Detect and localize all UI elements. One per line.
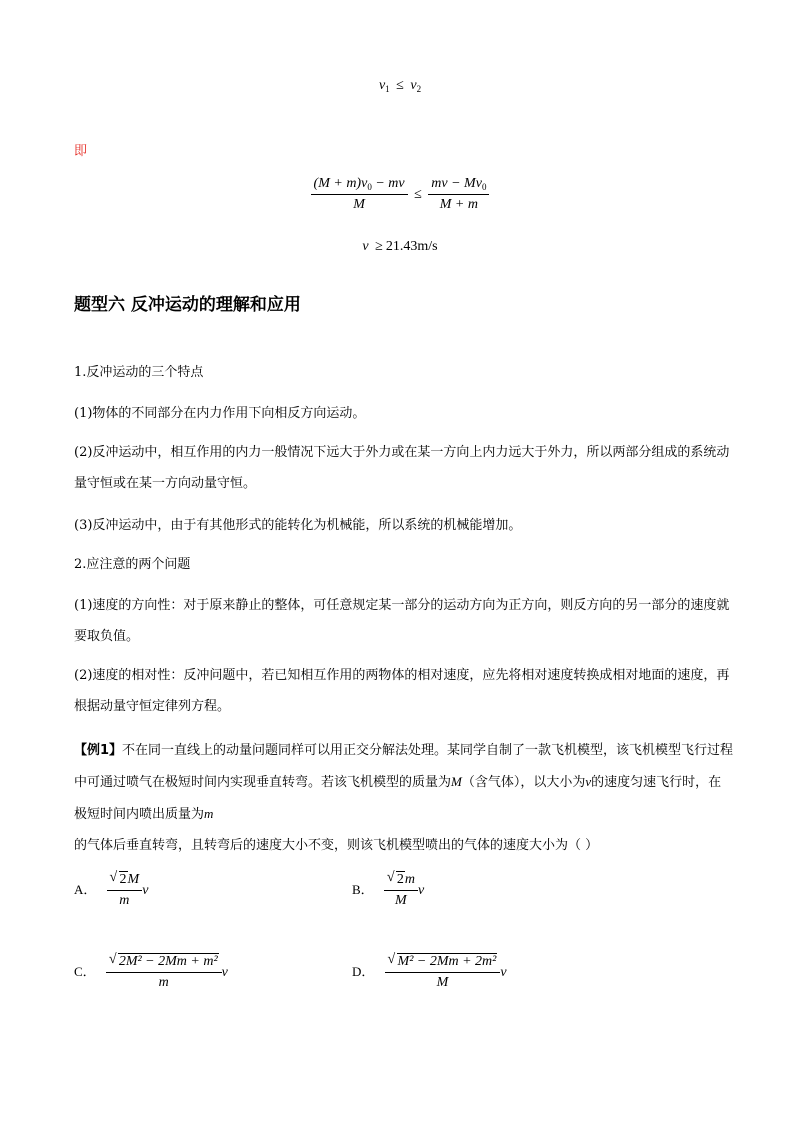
equation-v1-le-v2: [0, 78, 800, 94]
left-den: M: [353, 197, 365, 212]
option-a-tail: v: [142, 883, 149, 898]
eq1-rhs-sub: 2: [416, 84, 422, 95]
option-d-fraction: √ M² − 2Mm + 2m² M: [385, 954, 501, 991]
right-fraction: [428, 176, 489, 213]
option-c-den: m: [158, 975, 169, 990]
example-tag: 【例1】: [74, 743, 123, 758]
option-b-num-tail: m: [404, 872, 415, 887]
option-b-coef: 2: [396, 872, 404, 887]
left-fraction: [311, 176, 408, 213]
paragraph-1: 1.反冲运动的三个特点: [74, 365, 204, 380]
paragraph-2: (1)物体的不同部分在内力作用下向相反方向运动。: [74, 406, 366, 421]
eq3-rel: ≥: [375, 239, 383, 254]
eq3-value: 21.43m/s: [385, 239, 438, 255]
eq1-rhs: v: [410, 78, 417, 94]
right-num-sub: 0: [481, 182, 487, 192]
right-den: M + m: [439, 197, 478, 212]
left-num-a: (M + m)v: [313, 176, 368, 191]
option-a-label: A．: [74, 882, 97, 897]
option-a-num-tail: M: [127, 872, 140, 887]
option-c[interactable]: [74, 954, 228, 991]
right-num-a: mv − Mv: [431, 176, 482, 191]
section-heading: 题型六 反冲运动的理解和应用: [74, 295, 301, 315]
paragraph-3: (2)反冲运动中，相互作用的内力一般情况下远大于外力或在某一方向上内力远大于外力，所以两部分组成的系统动量守恒或在某一方向动量守恒。: [74, 445, 730, 491]
example-text-3: 的速度匀速飞行时，在极短时间内喷出质量为: [74, 775, 722, 822]
example-var-v: v: [585, 774, 592, 789]
option-d-radicand: M² − 2Mm + 2m²: [397, 954, 497, 969]
left-num-sub: 0: [367, 182, 372, 192]
option-b[interactable]: [352, 872, 424, 909]
option-a[interactable]: [74, 872, 148, 909]
eq2-rel: ≤: [414, 186, 422, 202]
example-text-4: 的气体后垂直转弯，且转弯后的速度大小不变，则该飞机模型喷出的气体的速度大小为（ ）: [74, 838, 599, 853]
example-1: [74, 735, 734, 861]
option-c-label: C．: [74, 964, 96, 979]
option-b-den: M: [395, 893, 407, 908]
option-d-den: M: [436, 975, 449, 990]
option-a-fraction: √ 2M m: [107, 872, 143, 909]
option-d-tail: v: [500, 965, 507, 980]
option-d-label: D．: [352, 964, 375, 979]
example-var-M: M: [451, 774, 462, 789]
example-var-m: m: [204, 806, 214, 821]
eq1-rel: ≤: [396, 78, 404, 93]
equation-v-result: [0, 239, 800, 255]
option-b-tail: v: [417, 883, 425, 898]
eq1-lhs-sub: 1: [385, 84, 390, 95]
eq3-var: v: [362, 239, 369, 255]
paragraph-6: (1)速度的方向性：对于原来静止的整体，可任意规定某一部分的运动方向为正方向，则反方向的另一部分的速度就要取负值。: [74, 598, 730, 644]
paragraph-5: 2.应注意的两个问题: [74, 557, 191, 572]
option-a-coef: 2: [119, 872, 127, 887]
left-num-b: − mv: [371, 176, 405, 191]
example-text-2: （含气体），以大小为: [461, 775, 586, 790]
example-text-1: 不在同一直线上的动量问题同样可以用正交分解法处理。某同学自制了一款飞机模型，该飞机模型飞行过程中可通过喷气在极短时间内实现垂直转弯。若该飞机模型的质量为: [74, 743, 734, 790]
ji-label: 即: [74, 144, 88, 159]
eq1-lhs: v: [378, 78, 386, 94]
option-d[interactable]: [352, 954, 507, 991]
paragraph-4: (3)反冲运动中，由于有其他形式的能转化为机械能，所以系统的机械能增加。: [74, 518, 522, 533]
option-a-den: m: [119, 893, 130, 908]
option-c-radicand: 2M² − 2Mm + m²: [118, 954, 218, 969]
option-b-fraction: √ 2m M: [384, 872, 418, 909]
option-b-label: B．: [352, 882, 374, 897]
paragraph-7: (2)速度的相对性：反冲问题中，若已知相互作用的两物体的相对速度，应先将相对速度转换成相对地面的速度，再根据动量守恒定律列方程。: [74, 668, 730, 714]
equation-fraction-inequality: [0, 176, 800, 213]
option-c-fraction: √ 2M² − 2Mm + m² m: [106, 954, 222, 991]
option-c-tail: v: [221, 965, 228, 980]
